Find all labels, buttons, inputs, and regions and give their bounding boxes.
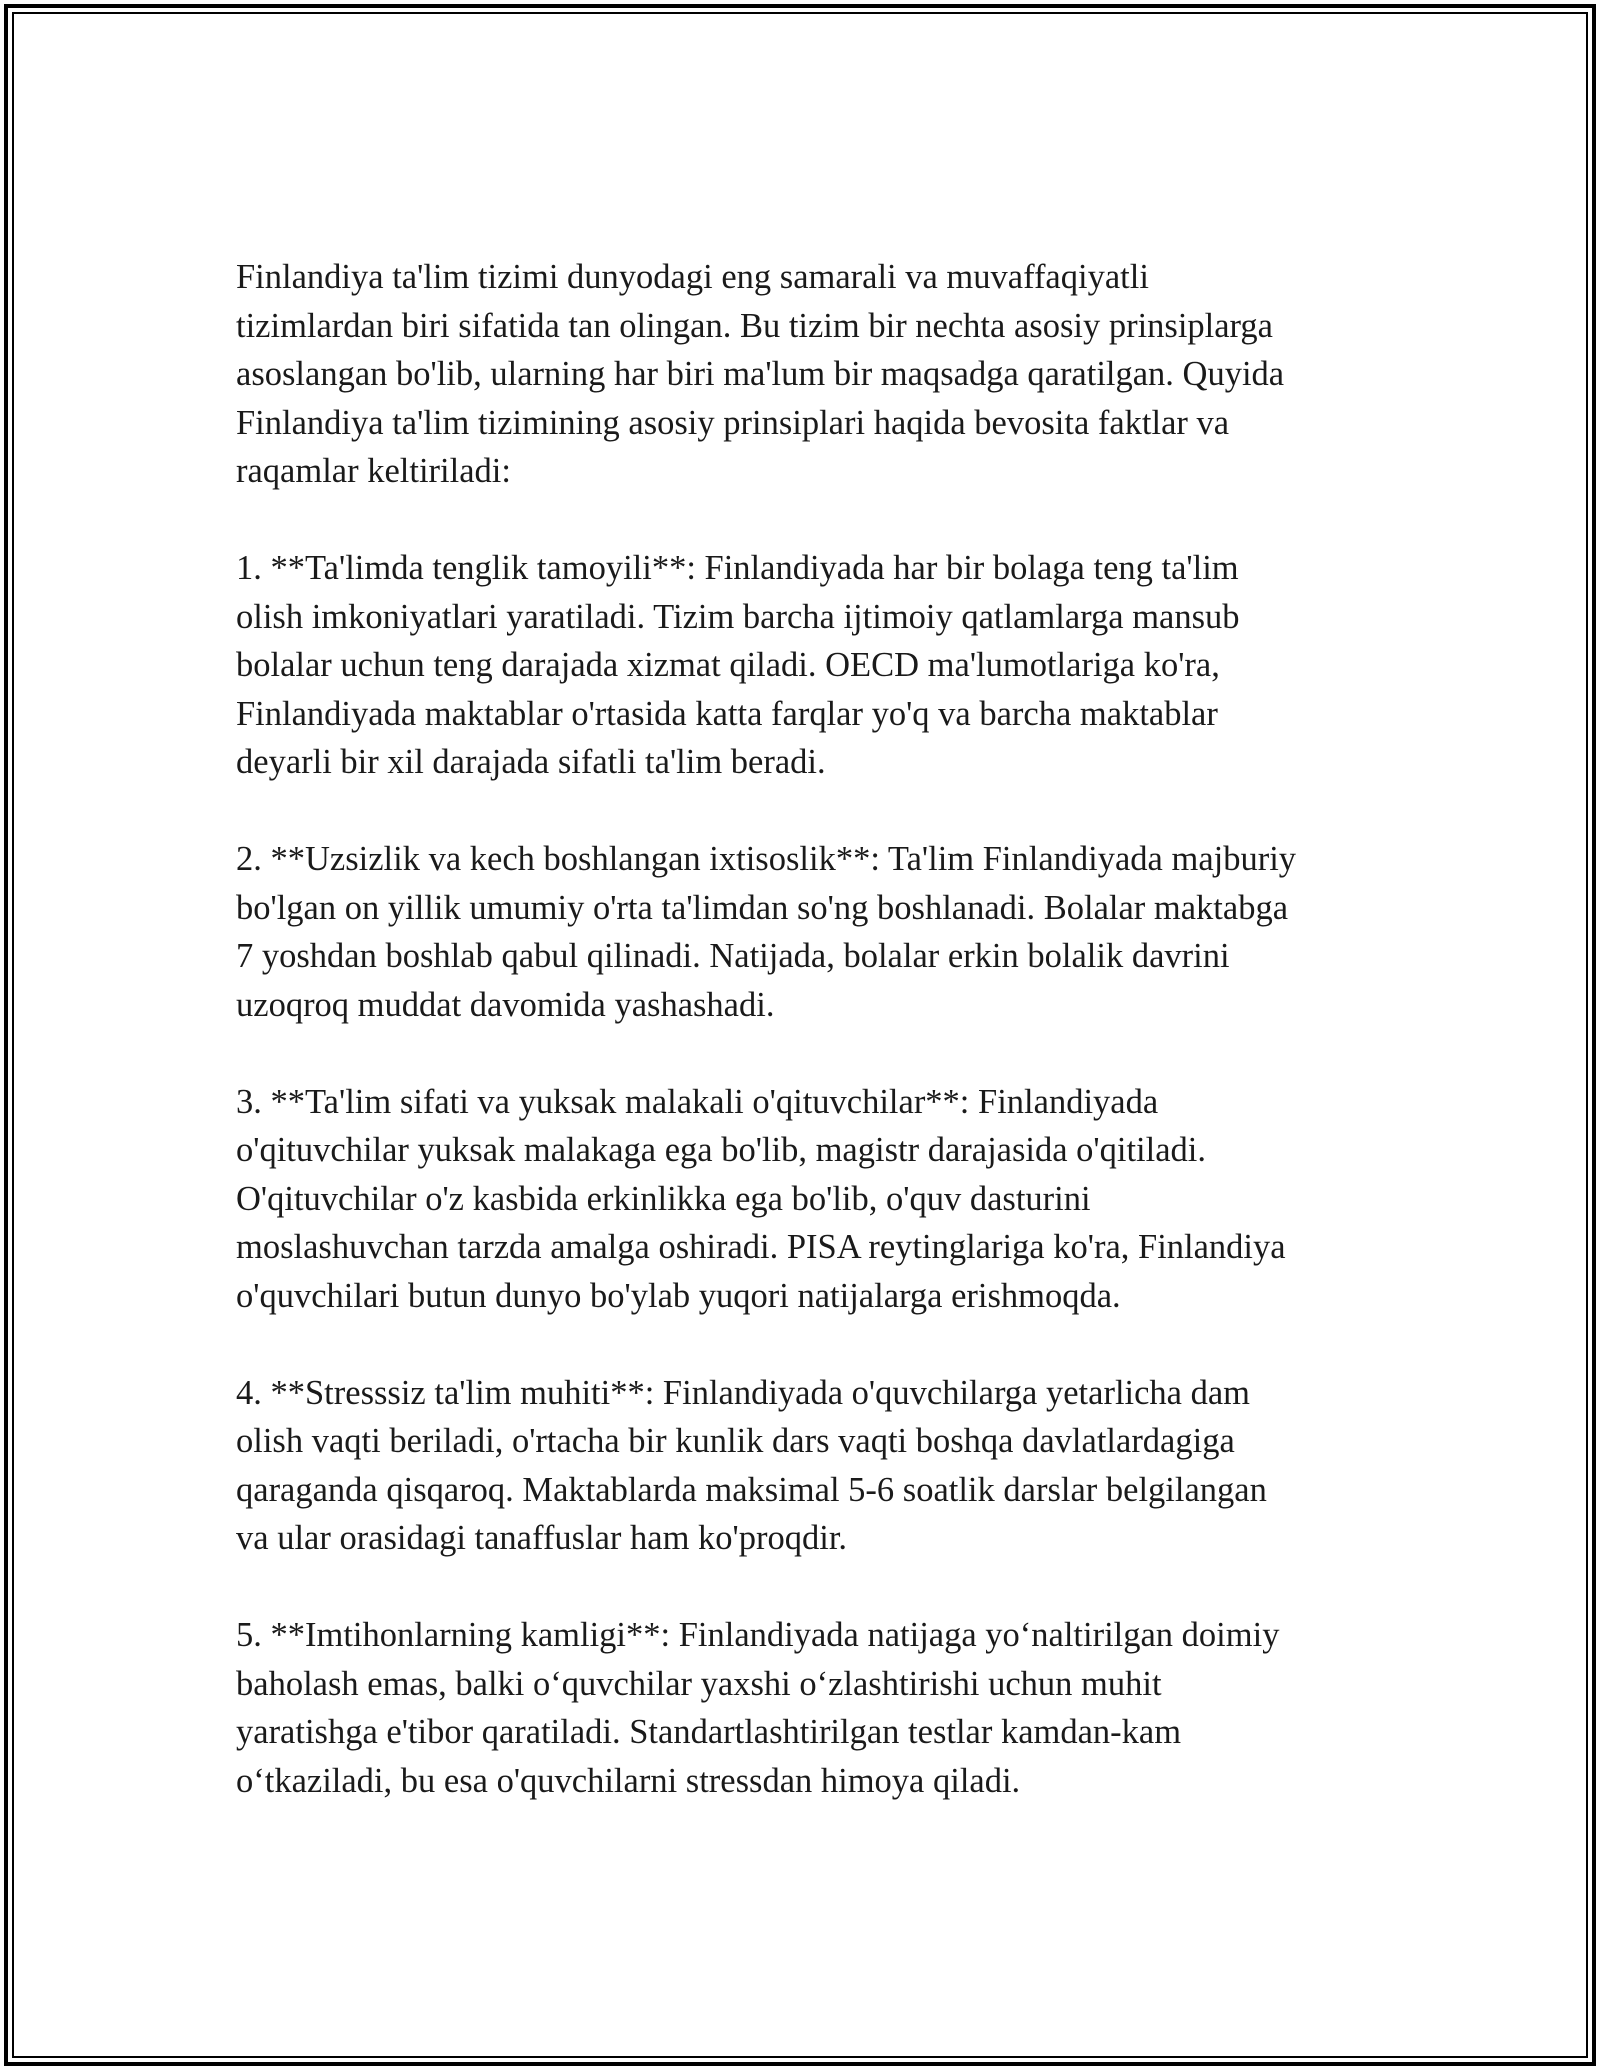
principle-3-paragraph: 3. **Ta'lim sifati va yuksak malakali o'qituvchilar**: Finlandiyada o'qituvchilar yuksak malakaga ega bo'lib, magistr darajasida o'qitiladi. O'qituvchilar o'z kasbida erkinlikka ega bo'lib, o'quv dasturini moslashuvchan tarzda amalga oshiradi. PISA reytinglariga ko'ra, Finlandiya o'quvchilari butun dunyo bo'ylab yuqori natijalarga erishmoqda.: [236, 1082, 1286, 1315]
intro-paragraph: Finlandiya ta'lim tizimi dunyodagi eng samarali va muvaffaqiyatli tizimlardan biri sifatida tan olingan. Bu tizim bir nechta asosiy prinsiplarga asoslangan bo'lib, ularning har biri ma'lum bir maqsadga qaratilgan. Quyida Finlandiya ta'lim tizimining asosiy prinsiplari haqida bevosita faktlar va raqamlar keltiriladi:: [236, 258, 1285, 490]
document-body: [236, 253, 1386, 1854]
principle-2-paragraph: 2. **Uzsizlik va kech boshlangan ixtisoslik**: Ta'lim Finlandiyada majburiy bo'lgan on yillik umumiy o'rta ta'limdan so'ng boshlanadi. Bolalar maktabga 7 yoshdan boshlab qabul qilinadi. Natijada, bolalar erkin bolalik davrini uzoqroq muddat davomida yashashadi.: [236, 840, 1297, 1024]
principle-4-paragraph: 4. **Stresssiz ta'lim muhiti**: Finlandiyada o'quvchilarga yetarlicha dam olish vaqti beriladi, o'rtacha bir kunlik dars vaqti boshqa davlatlardagiga qaraganda qisqaroq. Maktablarda maksimal 5-6 soatlik darslar belgilangan va ular orasidagi tanaffuslar ham ko'proqdir.: [236, 1373, 1267, 1557]
principle-5-paragraph: 5. **Imtihonlarning kamligi**: Finlandiyada natijaga yo‘naltirilgan doimiy baholash emas, balki o‘quvchilar yaxshi o‘zlashtirishi uchun muhit yaratishga e'tibor qaratiladi. Standartlashtirilgan testlar kamdan-kam o‘tkaziladi, bu esa o'quvchilarni stressdan himoya qiladi.: [236, 1616, 1280, 1800]
principle-1-paragraph: 1. **Ta'limda tenglik tamoyili**: Finlandiyada har bir bolaga teng ta'lim olish imkoniyatlari yaratiladi. Tizim barcha ijtimoiy qatlamlarga mansub bolalar uchun teng darajada xizmat qiladi. OECD ma'lumotlariga ko'ra, Finlandiyada maktablar o'rtasida katta farqlar yo'q va barcha maktablar deyarli bir xil darajada sifatli ta'lim beradi.: [236, 549, 1240, 781]
